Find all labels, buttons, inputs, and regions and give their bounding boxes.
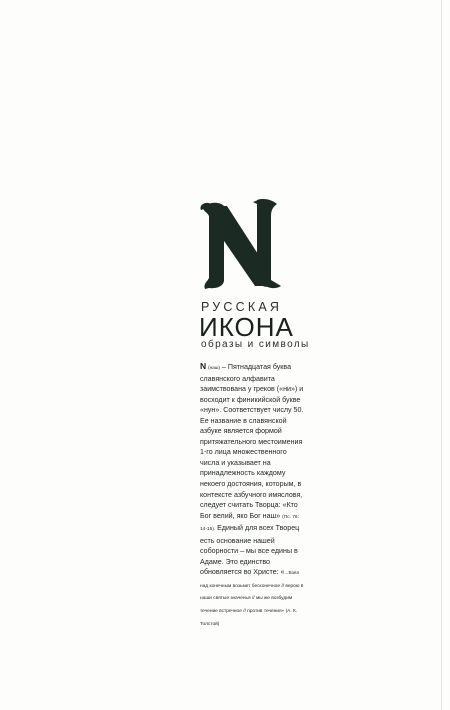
n-letter-logo: [197, 198, 283, 290]
letter-n-glyph: [197, 198, 283, 290]
article-body-continued: Единый для всех Творец есть основание нашей соборности – мы все едины в Адаме. Это единство обновляется во Христе: «: [200, 524, 300, 577]
letter-article: [200, 361, 304, 630]
article-initial: N: [200, 361, 207, 371]
title-russkaya: РУССКАЯ: [201, 300, 283, 314]
article-psalm-ref: (Пс. 76: 14-15).: [200, 514, 299, 533]
article-poem-author: (А. К. Толстой): [200, 609, 298, 627]
title-subtitle: образы и символы: [201, 339, 310, 350]
article-letter-name: (наш): [208, 365, 220, 370]
article-poem-quote: ...Взял над конечным возьмет бесконечное // верою в наши святые значенья // мы же возбудим течение встречное // против течения»: [200, 571, 304, 615]
page-edge-line: [441, 0, 442, 710]
title-ikona: ИКОНА: [199, 312, 294, 342]
article-body: – Пятнадцатая буква славянского алфавита заимствована у греков («ни») и восходит к финикийской букве «нун». Соответствует числу 50. Ее название в славянской азбуке является формой притяжательного местоимения 1-го лица множественного числа и указывает на принадлежность каждому некоего достояния, которым, в контексте азбучного имясловя, следует считать Творца: «Кто Бог велий, яко Бог наш»: [200, 363, 304, 520]
